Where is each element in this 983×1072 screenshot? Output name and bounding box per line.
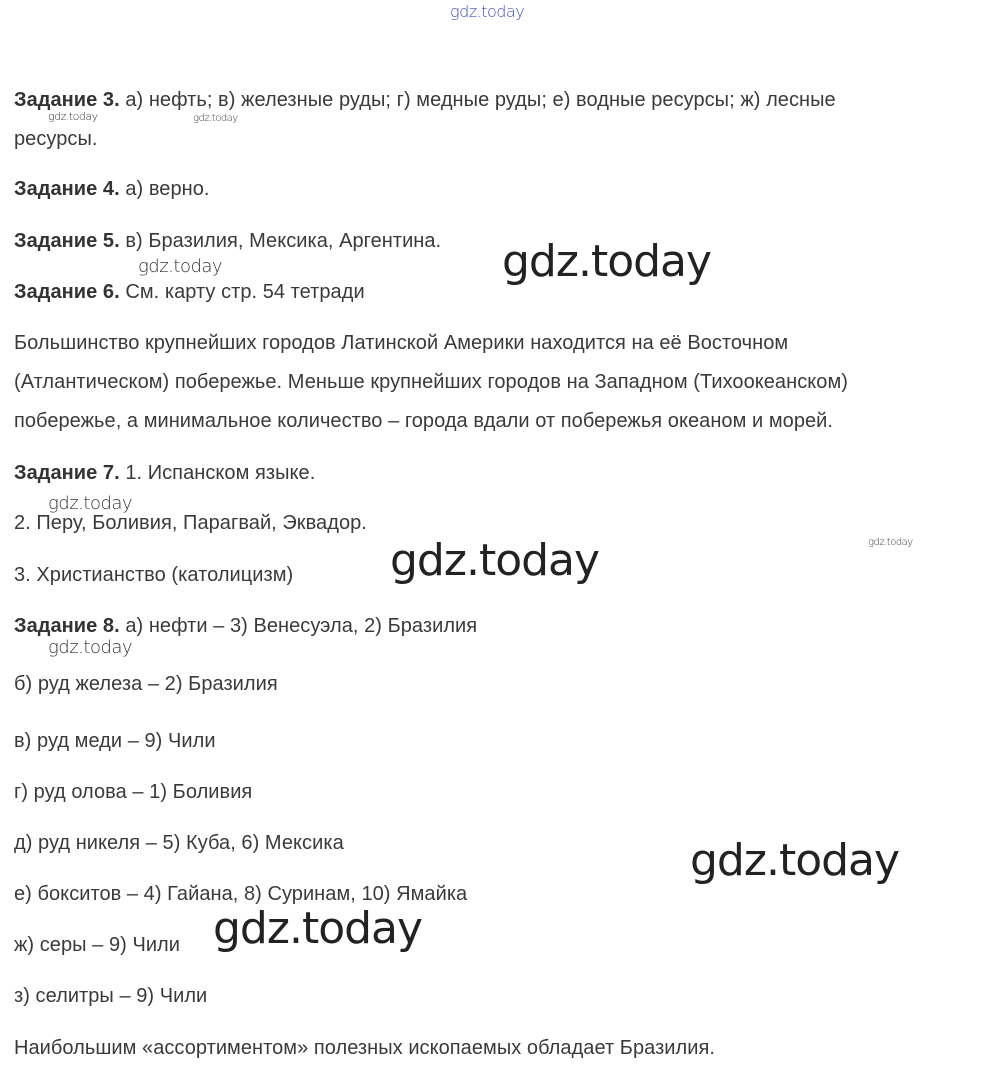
task-8-item-d: д) руд никеля – 5) Куба, 6) Мексика — [14, 832, 344, 854]
task-6-label: Задание 6. — [14, 281, 120, 303]
task-8-label: Задание 8. — [14, 615, 120, 637]
task-6-line — [14, 280, 365, 304]
watermark-small-3: gdz.today — [48, 637, 133, 658]
task-5-label: Задание 5. — [14, 230, 120, 252]
task-6-text: См. карту стр. 54 тетради — [119, 281, 365, 303]
watermark-big-1: gdz.today — [502, 236, 712, 287]
watermark-big-2: gdz.today — [390, 535, 600, 586]
watermark-small-2: gdz.today — [48, 493, 133, 514]
task-8-text: а) нефти – 3) Венесуэла, 2) Бразилия — [119, 615, 478, 637]
task-7-text: 1. Испанском языке. — [119, 462, 316, 484]
task-4-line — [14, 177, 210, 201]
task-8-item-e: е) бокситов – 4) Гайана, 8) Суринам, 10) Ямайка — [14, 883, 468, 905]
watermark-top: gdz.today — [450, 2, 525, 21]
task-8-conclusion: Наибольшим «ассортиментом» полезных ископаемых обладает Бразилия. — [14, 1037, 715, 1059]
watermark-big-3: gdz.today — [690, 835, 900, 886]
task-5-line — [14, 229, 441, 253]
watermark-tiny-1: gdz.today — [48, 110, 98, 123]
watermark-small-1: gdz.today — [138, 256, 223, 277]
watermark-tiny-2: gdz.today — [193, 113, 238, 124]
watermark-tiny-3: gdz.today — [868, 537, 913, 548]
task-8-item-g: г) руд олова – 1) Боливия — [14, 781, 253, 803]
task-4-text: а) верно. — [119, 178, 210, 200]
task-7-label: Задание 7. — [14, 462, 120, 484]
task-3-text-cont: ресурсы. — [14, 128, 98, 150]
task-8-line — [14, 614, 477, 638]
task-7-item-3: 3. Христианство (католицизм) — [14, 564, 294, 586]
task-4-label: Задание 4. — [14, 178, 120, 200]
task-7-item-2: 2. Перу, Боливия, Парагвай, Эквадор. — [14, 512, 367, 534]
task-7-line — [14, 461, 315, 485]
task-6-paragraph-line-1: Большинство крупнейших городов Латинской Америки находится на её Восточном — [14, 332, 789, 354]
task-6-paragraph-line-3: побережье, а минимальное количество – города вдали от побережья океаном и морей. — [14, 410, 833, 432]
task-3-text: а) нефть; в) железные руды; г) медные руды; е) водные ресурсы; ж) лесные — [119, 89, 836, 111]
task-8-item-zh: ж) серы – 9) Чили — [14, 934, 180, 956]
task-8-item-v: в) руд меди – 9) Чили — [14, 730, 216, 752]
watermark-big-4: gdz.today — [213, 903, 423, 954]
task-3-line — [14, 88, 836, 112]
task-8-item-b: б) руд железа – 2) Бразилия — [14, 673, 278, 695]
task-6-paragraph-line-2: (Атлантическом) побережье. Меньше крупнейших городов на Западном (Тихоокеанском) — [14, 371, 848, 393]
task-3-label: Задание 3. — [14, 89, 120, 111]
task-5-text: в) Бразилия, Мексика, Аргентина. — [119, 230, 442, 252]
task-8-item-z: з) селитры – 9) Чили — [14, 985, 208, 1007]
